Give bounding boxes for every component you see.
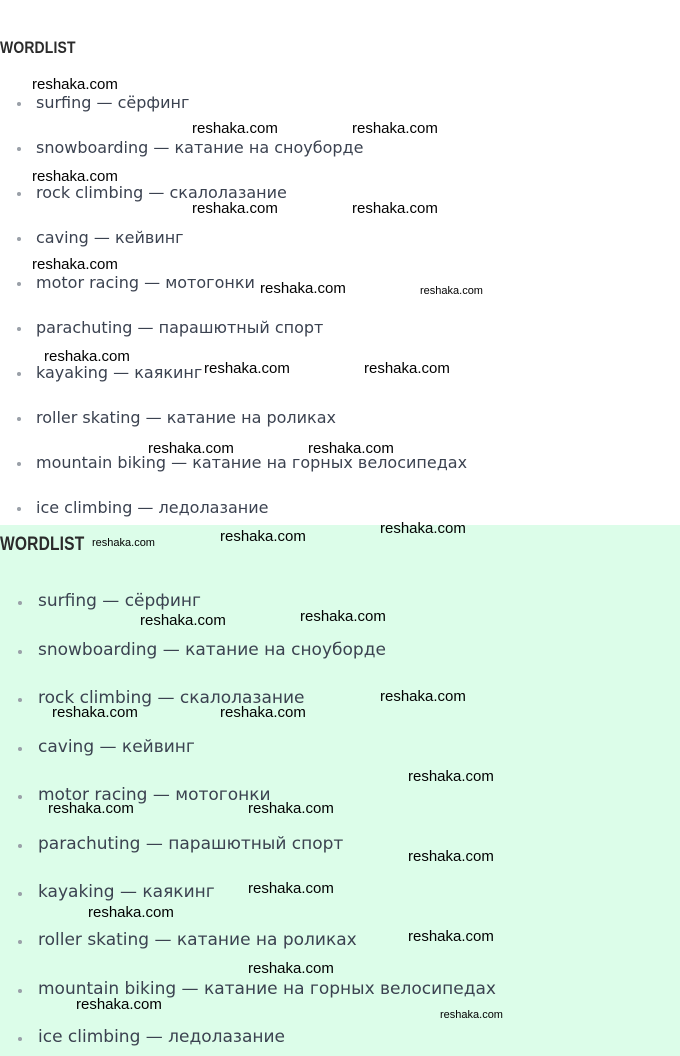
watermark: reshaka.com — [248, 960, 334, 977]
bullet-icon — [17, 462, 21, 466]
list-item-text: caving — кейвинг — [38, 737, 195, 757]
bullet-icon — [18, 989, 22, 993]
bullet-icon — [18, 795, 22, 799]
watermark: reshaka.com — [440, 1009, 503, 1021]
watermark: reshaka.com — [48, 800, 134, 817]
list-item — [38, 930, 357, 950]
watermark: reshaka.com — [192, 120, 278, 137]
list-item-text: parachuting — парашютный спорт — [36, 318, 324, 337]
bullet-icon — [18, 698, 22, 702]
watermark: reshaka.com — [148, 440, 234, 457]
list-item-text: motor racing — мотогонки — [36, 273, 255, 292]
bullet-icon — [18, 601, 22, 605]
watermark: reshaka.com — [408, 928, 494, 945]
list-item-text: surfing — сёрфинг — [38, 591, 201, 611]
wordlist-section-2 — [0, 525, 680, 1056]
list-item-text: motor racing — мотогонки — [38, 785, 271, 805]
watermark: reshaka.com — [76, 996, 162, 1013]
list-item — [38, 882, 215, 902]
bullet-icon — [18, 1037, 22, 1041]
bullet-icon — [17, 102, 21, 106]
list-item-text: mountain biking — катание на горных велосипедах — [38, 979, 496, 999]
list-item — [36, 318, 323, 337]
list-item-text: rock climbing — скалолазание — [38, 688, 305, 708]
bullet-icon — [18, 892, 22, 896]
list-item-text: caving — кейвинг — [36, 228, 184, 247]
list-item-text: ice climbing — ледолазание — [38, 1027, 286, 1047]
list-item-text: mountain biking — катание на горных велосипедах — [36, 453, 468, 472]
list-item — [36, 408, 336, 427]
section-title: WORDLIST — [0, 534, 85, 555]
bullet-icon — [17, 327, 21, 331]
list-item-text: snowboarding — катание на сноуборде — [36, 138, 364, 157]
watermark: reshaka.com — [308, 440, 394, 457]
list-item — [36, 93, 189, 112]
watermark: reshaka.com — [408, 848, 494, 865]
watermark: reshaka.com — [204, 360, 290, 377]
bullet-icon — [17, 372, 21, 376]
section-title: WORDLIST — [0, 38, 76, 57]
list-item — [36, 138, 363, 157]
bullet-icon — [18, 650, 22, 654]
watermark: reshaka.com — [300, 608, 386, 625]
watermark: reshaka.com — [32, 256, 118, 273]
watermark: reshaka.com — [260, 280, 346, 297]
watermark: reshaka.com — [352, 200, 438, 217]
watermark: reshaka.com — [420, 285, 483, 297]
watermark: reshaka.com — [140, 612, 226, 629]
bullet-icon — [17, 237, 21, 241]
list-item — [38, 591, 201, 611]
list-item-text: parachuting — парашютный спорт — [38, 834, 344, 854]
list-item — [38, 834, 343, 854]
list-item — [36, 363, 202, 382]
list-item — [38, 737, 195, 757]
list-item — [36, 453, 467, 472]
watermark: reshaka.com — [44, 348, 130, 365]
bullet-icon — [17, 507, 21, 511]
list-item-text: roller skating — катание на роликах — [36, 408, 336, 427]
watermark: reshaka.com — [192, 200, 278, 217]
watermark: reshaka.com — [248, 800, 334, 817]
list-item-text: kayaking — каякинг — [38, 882, 215, 902]
watermark: reshaka.com — [220, 528, 306, 545]
list-item-text: surfing — сёрфинг — [36, 93, 190, 112]
list-item — [36, 228, 184, 247]
watermark: reshaka.com — [52, 704, 138, 721]
list-item-text: rock climbing — скалолазание — [36, 183, 287, 202]
watermark: reshaka.com — [220, 704, 306, 721]
list-item-text: ice climbing — ледолазание — [36, 498, 269, 517]
bullet-icon — [17, 282, 21, 286]
list-item — [36, 273, 255, 292]
watermark: reshaka.com — [364, 360, 450, 377]
watermark: reshaka.com — [380, 520, 466, 537]
bullet-icon — [17, 192, 21, 196]
watermark: reshaka.com — [248, 880, 334, 897]
watermark: reshaka.com — [32, 168, 118, 185]
list-item — [38, 640, 386, 660]
watermark: reshaka.com — [352, 120, 438, 137]
list-item — [38, 1027, 285, 1047]
watermark: reshaka.com — [408, 768, 494, 785]
watermark: reshaka.com — [92, 537, 155, 549]
bullet-icon — [18, 747, 22, 751]
bullet-icon — [17, 147, 21, 151]
bullet-icon — [18, 844, 22, 848]
watermark: reshaka.com — [88, 904, 174, 921]
bullet-icon — [18, 940, 22, 944]
list-item-text: kayaking — каякинг — [36, 363, 203, 382]
list-item — [36, 498, 268, 517]
watermark: reshaka.com — [32, 76, 118, 93]
bullet-icon — [17, 417, 21, 421]
watermark: reshaka.com — [380, 688, 466, 705]
list-item-text: snowboarding — катание на сноуборде — [38, 640, 386, 660]
list-item-text: roller skating — катание на роликах — [38, 930, 357, 950]
